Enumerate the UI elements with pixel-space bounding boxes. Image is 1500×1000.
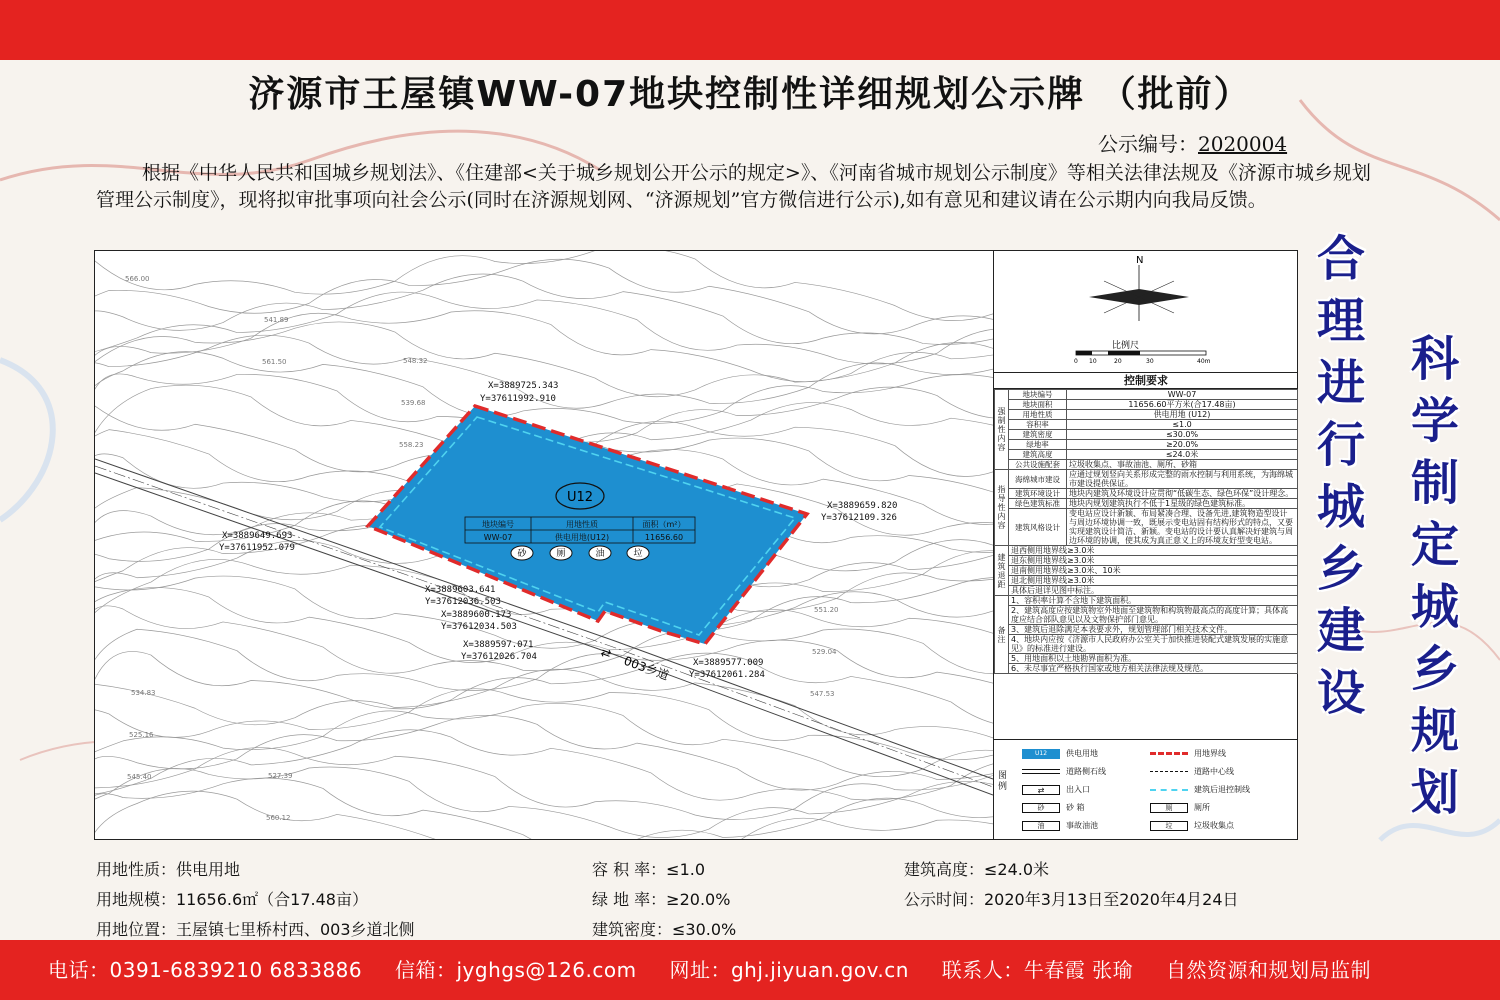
intro-paragraph: 根据《中华人民共和国城乡规划法》、《住建部<关于城乡规划公开公示的规定>》、《河南省城市规划公示制度》等相关法律法规及《济源市城乡规划管理公示制度》，现将拟审批事项向社会公示(同时在济源规划网、“济源规划”官方微信进行公示),如有意见和建议请在公示期内向我局反馈。 (96, 162, 1371, 211)
footer-contact: 联系人：牛春霞 张瑜 (941, 958, 1134, 982)
contour-label: 545.40 (127, 773, 152, 781)
summary-height: 建筑高度：≤24.0米 (904, 860, 1050, 879)
contour-line (95, 703, 993, 776)
contour-label: 566.00 (125, 275, 150, 283)
sandbox-icon: 砂 (517, 549, 527, 559)
legend-setback-line: 建筑后退控制线 (1150, 784, 1250, 795)
site-plan-map (95, 251, 993, 839)
notice-number (1098, 128, 1287, 157)
summary-location: 用地位置：王屋镇七里桥村西、003乡道北侧 (96, 920, 415, 939)
contour-label: 534.83 (131, 689, 156, 697)
footer-banner (0, 940, 1500, 1000)
legend-title: 图例 (996, 770, 1006, 792)
control-panel (993, 251, 1297, 839)
contour-line (95, 778, 993, 839)
contour-line (95, 292, 993, 364)
summary-green: 绿 地 率：≥20.0% (592, 890, 731, 909)
coord-5-x: X=3889600.173 (441, 610, 512, 620)
control-table-title: 控制要求 (994, 373, 1298, 389)
coord-3-x: X=3889649.693 (222, 531, 293, 541)
coord-6-y: Y=37612026.704 (461, 652, 537, 662)
notice-number-label: 公示编号： (1098, 132, 1198, 156)
contour-line (95, 715, 993, 790)
coord-1-x: X=3889725.343 (488, 381, 559, 391)
coord-5-y: Y=37612034.503 (441, 622, 517, 632)
garbage-icon: 垃 (633, 549, 643, 559)
summary-density: 建筑密度：≤30.0% (592, 920, 737, 939)
coord-7-y: Y=37612061.284 (689, 670, 765, 680)
parcel-code: U12 (566, 490, 594, 505)
legend-boundary: 用地界线 (1150, 748, 1226, 759)
plan-board (94, 250, 1298, 840)
footer-website: 网址：ghj.jiyuan.gov.cn (669, 958, 909, 982)
coord-2-x: X=3889659.820 (827, 501, 898, 511)
road-name: 003乡道 (621, 653, 671, 683)
parcel-table (465, 517, 695, 543)
coord-2-y: Y=37612109.326 (821, 513, 897, 523)
contour-line (95, 629, 993, 696)
coord-4-x: X=3889603.641 (425, 585, 496, 595)
legend-toilet: 厕 厕所 (1150, 802, 1210, 813)
north-arrow-icon (994, 251, 1298, 373)
contour-label: 548.32 (403, 357, 428, 365)
contour-label: 529.04 (812, 648, 837, 656)
scale-title: 比例尺 (1112, 341, 1140, 351)
legend-power-land: U12 供电用地 (1022, 748, 1098, 759)
footer-phone: 电话：0391-6839210 6833886 (48, 958, 363, 982)
contour-label: 547.53 (810, 690, 835, 698)
contour-label: 561.50 (262, 358, 287, 366)
notice-number-value: 2020004 (1198, 132, 1288, 156)
contour-label: 560.12 (266, 814, 291, 822)
contour-line (95, 259, 993, 334)
footer-supervisor: 自然资源和规划局监制 (1166, 958, 1371, 982)
contour-label: 541.89 (264, 316, 289, 324)
contour-label: 527.39 (268, 772, 293, 780)
north-label: N (1136, 255, 1144, 266)
contour-line (95, 274, 993, 345)
contour-line (95, 791, 993, 839)
oil-pool-icon: 油 (595, 549, 605, 559)
svg-text:30: 30 (1146, 358, 1154, 365)
contour-label: 551.20 (814, 606, 839, 614)
summary-land-area: 用地规模：11656.6㎡（合17.48亩） (96, 890, 368, 909)
entrance-arrows: ⇄ (598, 644, 614, 662)
parcel-table-h2: 用地性质 (566, 520, 598, 529)
summary-far: 容 积 率：≤1.0 (592, 860, 706, 879)
contour-line (95, 730, 993, 800)
legend-center-line: 道路中心线 (1150, 766, 1234, 777)
parcel-table-c1: WW-07 (483, 533, 513, 542)
contour-line (95, 651, 993, 726)
parcel-table-c3: 11656.60 (644, 533, 684, 542)
contour-label: 525.16 (129, 731, 154, 739)
control-table: 强制性内容 地块编号 WW-07 地块面积 11656.60平方米(合17.48亩) 用地性质 供电用地 (U12) 容积率 ≤1.0 建筑密度 ≤30.0% 绿地率 ≥20.0% 建筑高度 ≤24.0米 公共设施配套 垃圾收集点、事故油池、厕所、砂箱 指导性内容 海绵城市建设 应通过规划竖向关系形成完整的雨水控制与利用系统，为海绵城市建设提供保证。 建筑环境设计 地块内建筑及环境设计应贯彻“低碳生态、绿色环保”设计理念。 绿色建筑标准 地块内规划建筑执行不低于1星级的绿色建筑标准。 建筑风格设计 变电站应设计新颖、布局紧凑合理、设备先进,建筑物造型设计与周边环境协调一致，既展示变电站固有结构形式的特点，又要实现建筑设计简洁、新颖。变电站的设计要认真解决好建筑与周边环境的协调，使其成为真正意义上的环境友好型变电站。 建筑退距 退西侧用地界线≥3.0米 退东侧用地界线≥3.0米 退南侧用地界线≥3.0米、10米 退北侧用地界线≥3.0米 具体后退详见图中标注。 备注 1、容积率计算不含地下建筑面积。 2、建筑高度应按建筑物室外地面至建筑物和构筑物最高点的高度计算；具体高度应结合部队意见以及文物保护部门意见。 3、建筑后退除满足本表要求外，规划管理部门相关技术文件。 4、地块内应按《济源市人民政府办公室关于加快推进装配式建筑发展的实施意见》的标准进行建设。 5、用地面积以土地勘界面积为准。 6、未尽事宜严格执行国家或地方相关法律法规及规范。 (994, 389, 1298, 674)
contour-label: 539.68 (401, 399, 426, 407)
coord-6-x: X=3889597.071 (463, 640, 534, 650)
svg-text:10: 10 (1089, 358, 1097, 365)
map-legend (994, 739, 1298, 839)
summary-land-use: 用地性质：供电用地 (96, 860, 241, 879)
page-title: 济源市王屋镇WW-07地块控制性详细规划公示牌 （批前） (248, 74, 1252, 115)
footer-email: 信箱：jyghgs@126.com (394, 958, 637, 982)
contour-line (95, 251, 993, 321)
parcel-table-h1: 地块编号 (482, 520, 514, 529)
coord-7-x: X=3889577.009 (693, 658, 764, 668)
parcel-table-h3: 面积（m²） (642, 520, 686, 529)
slogan-right: 科学制定城乡规划 (1410, 331, 1459, 821)
legend-entrance: ⇄ 出入口 (1022, 784, 1090, 795)
contour-label: 558.23 (399, 441, 424, 449)
legend-sandbox: 砂 砂 箱 (1022, 802, 1085, 813)
coord-3-y: Y=37611952.079 (219, 543, 295, 553)
slogan-left: 合理进行城乡建设 (1316, 231, 1365, 721)
coord-4-y: Y=37612036.503 (425, 597, 501, 607)
coord-1-y: Y=37611992.910 (480, 394, 556, 404)
summary-period: 公示时间：2020年3月13日至2020年4月24日 (904, 890, 1239, 909)
svg-text:20: 20 (1114, 358, 1122, 365)
toilet-icon: 厕 (556, 549, 566, 559)
compass-scale (994, 251, 1298, 373)
svg-text:40m: 40m (1197, 358, 1211, 365)
svg-text:0: 0 (1074, 358, 1078, 365)
parcel-table-c2: 供电用地(U12) (554, 533, 610, 542)
top-banner (0, 0, 1500, 60)
legend-curb-line: 道路侧石线 (1022, 766, 1106, 777)
legend-oil-pool: 油 事故油池 (1022, 820, 1098, 831)
contour-line (95, 311, 993, 382)
legend-garbage: 垃 垃圾收集点 (1150, 820, 1234, 831)
